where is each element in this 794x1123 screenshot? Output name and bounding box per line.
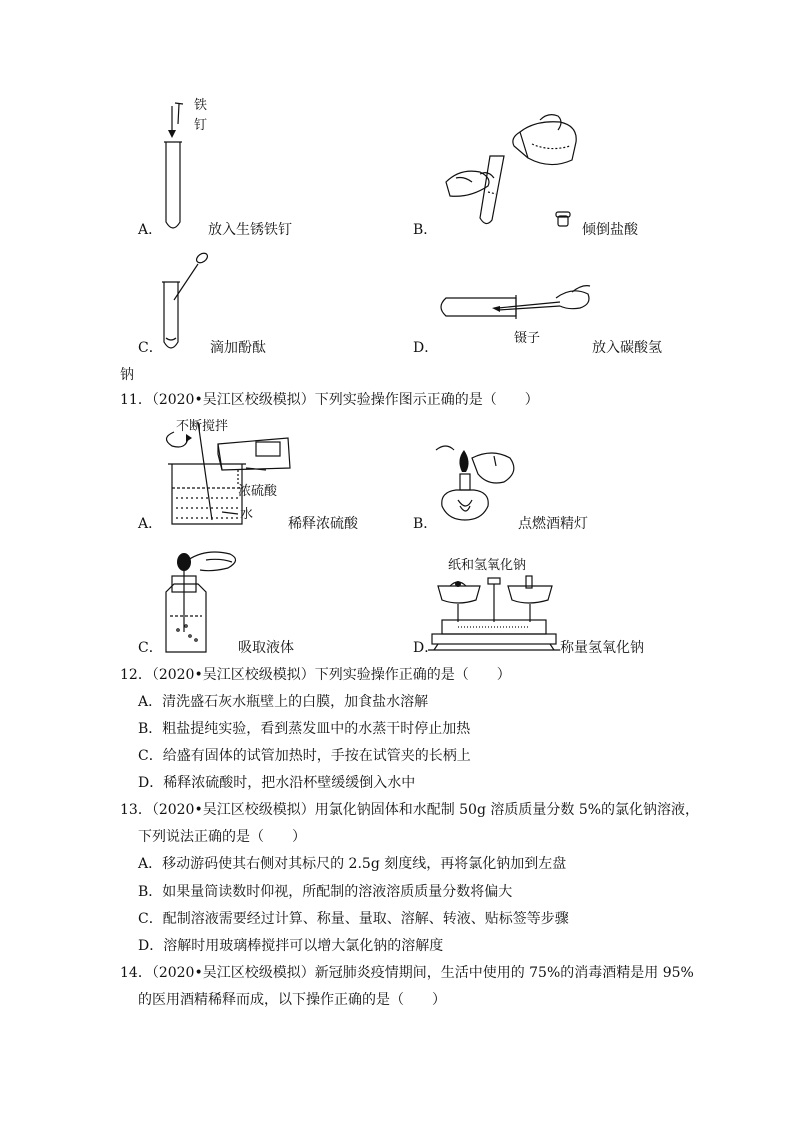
question-14-stem-line2: 的医用酒精稀释而成，以下操作正确的是（ ） [138,992,446,1008]
option-letter-10d: D． [413,340,439,356]
caption-10d: 放入碳酸氢 [592,340,662,356]
balance-figure [428,572,558,654]
alcohol-lamp-figure [432,446,527,526]
horizontal-tube-tweezers-figure [432,282,597,332]
question-13-option-c: C．配制溶液需要经过计算、称量、量取、溶解、转液、贴标签等步骤 [138,911,569,927]
option-letter-11c: C． [138,640,163,656]
pouring-acid-figure [440,112,590,237]
question-12-option-d: D．稀释浓硫酸时，把水沿杯壁缓缓倒入水中 [138,775,416,791]
caption-11b: 点燃酒精灯 [518,516,588,532]
caption-10d-wrap: 钠 [120,367,134,383]
nail-label-2: 钉 [194,118,208,133]
question-13-option-b: B．如果量筒读数时仰视，所配制的溶液溶质质量分数将偏大 [138,884,513,900]
label-acid: 浓硫酸 [238,484,278,499]
question-13-option-d: D．溶解时用玻璃棒搅拌可以增大氯化钠的溶解度 [138,938,444,954]
option-letter-10c: C． [138,340,163,356]
caption-11c: 吸取液体 [238,640,294,656]
question-12-stem: 12．（2020•吴江区校级模拟）下列实验操作正确的是（ ） [120,667,511,683]
caption-10b: 倾倒盐酸 [582,222,638,238]
option-letter-10b: B． [413,222,438,238]
question-13-stem-line1: 13．（2020•吴江区校级模拟）用氯化钠固体和水配制 50g 溶质质量分数 5%的氯化钠溶液， [120,802,700,818]
test-tube-nail-figure [160,96,200,236]
nail-label-1: 铁 [194,98,208,113]
question-13-stem-line2: 下列说法正确的是（ ） [138,829,306,845]
question-12-option-a: A．清洗盛石灰水瓶壁上的白膜，加食盐水溶解 [138,694,429,710]
caption-10a: 放入生锈铁钉 [208,222,292,238]
option-letter-11d: D． [413,640,439,656]
question-13-option-a: A．移动游码使其右侧对其标尺的 2.5g 刻度线，再将氯化钠加到左盘 [138,856,567,872]
dilute-acid-figure [158,420,298,528]
option-letter-11a: A． [138,516,163,532]
caption-11d: 称量氢氧化钠 [560,640,644,656]
caption-11a: 稀释浓硫酸 [288,516,358,532]
label-water: 水 [240,507,254,522]
question-11-stem: 11．（2020•吴江区校级模拟）下列实验操作图示正确的是（ ） [120,392,539,408]
question-12-option-c: C．给盛有固体的试管加热时，手按在试管夹的长柄上 [138,748,471,764]
label-paper-naoh: 纸和氢氧化钠 [448,558,527,573]
question-12-option-b: B．粗盐提纯实验，看到蒸发皿中的水蒸干时停止加热 [138,721,471,737]
dropper-test-tube-figure [158,250,218,360]
caption-10c: 滴加酚酞 [210,340,266,356]
option-letter-10a: A． [138,222,163,238]
option-letter-11b: B． [413,516,438,532]
label-stir: 不断搅拌 [176,419,229,434]
dropper-bottle-figure [158,544,248,654]
question-14-stem-line1: 14．（2020•吴江区校级模拟）新冠肺炎疫情期间，生活中使用的 75%的消毒酒精是用 95% [120,965,694,981]
tweezers-label: 镊子 [514,331,541,346]
